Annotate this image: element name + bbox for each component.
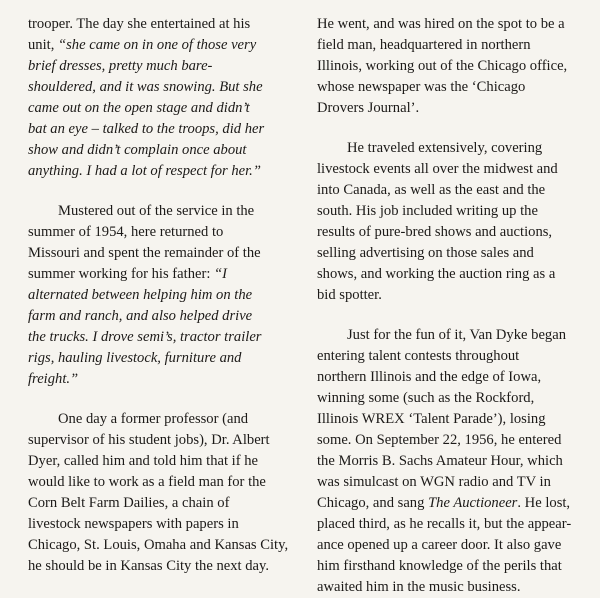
text-run: Chicago, and sang — [317, 495, 429, 511]
text-line: Chicago, St. Louis, Omaha and Kansas City, — [28, 537, 289, 553]
paragraph-traveled — [317, 138, 577, 306]
quote-line: shouldered, and it was snowing. But she — [28, 79, 263, 95]
left-column — [28, 14, 289, 577]
text-line: Illinois, working out of the Chicago office, — [317, 58, 568, 74]
quote-line: brief dresses, pretty much bare- — [28, 58, 213, 74]
text-line: entering talent contests throughout — [317, 348, 520, 364]
paragraph-talent-contests — [317, 325, 577, 598]
text-line: he should be in Kansas City the next day. — [28, 558, 270, 574]
paragraph-former-professor — [28, 409, 289, 577]
text-line: winning some (such as the Rockford, — [317, 390, 535, 406]
text-line: results of pure-bred shows and auctions, — [317, 224, 553, 240]
text-line: whose newspaper was the ‘Chicago — [317, 79, 526, 95]
text-line: the Morris B. Sachs Amateur Hour, which — [317, 453, 563, 469]
text-line: ance opened up a career door. It also gave — [317, 537, 562, 553]
right-column — [317, 14, 577, 598]
text-line: livestock newspapers with papers in — [28, 516, 239, 532]
paragraph-mustered-out — [28, 201, 286, 390]
text-line: south. His job included writing up the — [317, 203, 538, 219]
text-line: supervisor of his student jobs), Dr. Albert — [28, 432, 270, 448]
text-line — [28, 35, 286, 56]
text-line: Illinois WREX ‘Talent Parade’), losing — [317, 411, 546, 427]
text-run: summer working for his father: — [28, 266, 215, 282]
text-run: unit, — [28, 37, 58, 53]
text-line: selling advertising on those sales and — [317, 245, 534, 261]
paragraph-hired — [317, 14, 577, 119]
quote-line: show and didn’t complain once about — [28, 142, 247, 158]
quote-run: “she came on in one of those very — [58, 37, 257, 53]
text-line: some. On September 22, 1956, he entered — [317, 432, 562, 448]
text-line: Mustered out of the service in the — [58, 203, 255, 219]
quote-line: alternated between helping him on the — [28, 287, 253, 303]
text-line: He traveled extensively, covering — [347, 140, 543, 156]
text-line: was simulcast on WGN radio and TV in — [317, 474, 551, 490]
text-line: field man, headquartered in northern — [317, 37, 531, 53]
quote-line: farm and ranch, and also helped drive — [28, 308, 253, 324]
text-line: Missouri and spent the remainder of the — [28, 245, 261, 261]
text-line: awaited him in the music business. — [317, 579, 521, 595]
paragraph-usa-show — [28, 14, 286, 182]
text-run: . He lost, — [517, 495, 571, 511]
text-line: would like to work as a field man for the — [28, 474, 266, 490]
text-line: Just for the fun of it, Van Dyke began — [347, 327, 566, 343]
text-line — [28, 264, 286, 285]
text-line: shows, and working the auction ring as a — [317, 266, 556, 282]
text-line — [317, 493, 577, 514]
text-line: One day a former professor (and — [58, 411, 249, 427]
quote-run: “I — [214, 266, 228, 282]
quote-line: bat an eye – talked to the troops, did her — [28, 121, 265, 137]
text-line: northern Illinois and the edge of Iowa, — [317, 369, 542, 385]
quote-line: rigs, hauling livestock, furniture and — [28, 350, 242, 366]
text-line: into Canada, as well as the east and the — [317, 182, 546, 198]
text-line: bid spotter. — [317, 287, 382, 303]
quote-line: the trucks. I drove semi’s, tractor trailer — [28, 329, 262, 345]
quote-line: freight.” — [28, 371, 79, 387]
text-line: placed third, as he recalls it, but the appear- — [317, 516, 572, 532]
text-line: Corn Belt Farm Dailies, a chain of — [28, 495, 230, 511]
quote-line: came out on the open stage and didn’t — [28, 100, 250, 116]
text-line: livestock events all over the midwest and — [317, 161, 558, 177]
text-line: He went, and was hired on the spot to be a — [317, 16, 565, 32]
quote-line: anything. I had a lot of respect for her.” — [28, 163, 261, 179]
text-line: him firsthand knowledge of the perils that — [317, 558, 562, 574]
text-line: Dyer, called him and told him that if he — [28, 453, 259, 469]
song-title: The Auctioneer — [428, 495, 518, 511]
text-line: trooper. The day she entertained at his — [28, 16, 251, 32]
text-line: Drovers Journal’. — [317, 100, 420, 116]
text-line: summer of 1954, here returned to — [28, 224, 224, 240]
